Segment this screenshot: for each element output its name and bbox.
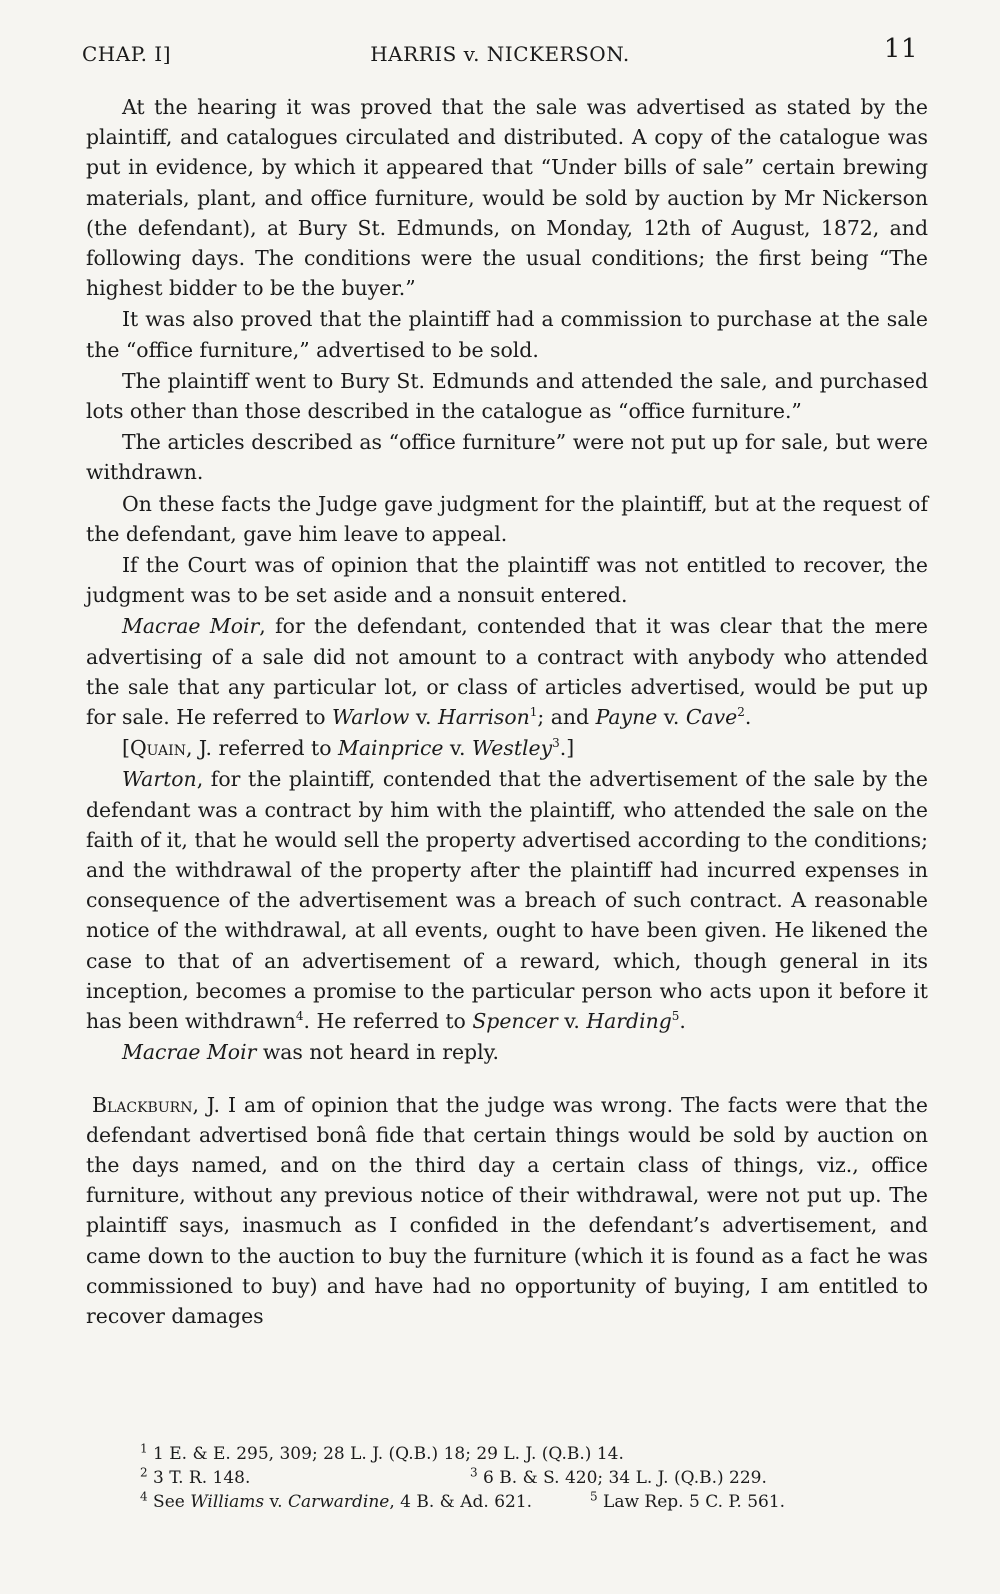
paragraph-attended-sale: The plaintiff went to Bury St. Edmunds and attended the sale, and purchased lots other than those described in the catalogue as “office furniture.”: [86, 368, 928, 424]
footnote-row: [140, 1466, 880, 1490]
footnote-ref: 3: [552, 736, 560, 751]
paragraph-quain-remark: [86, 733, 928, 763]
remark-text: , J. referred to: [185, 736, 338, 761]
case-name: Cave: [685, 705, 738, 730]
bracket: [: [122, 736, 130, 761]
counsel-name: Macrae Moir: [122, 614, 260, 639]
footnotes: [140, 1442, 880, 1514]
paragraph-plaintiff-argument: [86, 764, 928, 1036]
paragraph-opinion: [86, 1090, 928, 1332]
separator: ; and: [537, 705, 596, 730]
footnote-mark: 1: [140, 1441, 148, 1456]
footnote-ref: 2: [737, 705, 745, 720]
footnote-ref: 4: [295, 1009, 304, 1024]
case-name: Mainprice: [337, 736, 444, 761]
page-body: [86, 92, 928, 1331]
footnote-row: [140, 1490, 880, 1514]
chapter-label: CHAP. I]: [82, 42, 172, 66]
paragraph-commission: It was also proved that the plaintiff had a commission to purchase at the sale the “office furniture,” advertised to be sold.: [86, 307, 928, 362]
bracket: .]: [559, 736, 575, 761]
footnote-mark: 3: [470, 1465, 478, 1480]
case-name: Warlow: [332, 705, 410, 730]
versus: v.: [557, 1009, 587, 1034]
punctuation: .: [679, 1009, 686, 1034]
footnote-mark: 4: [140, 1489, 148, 1504]
opinion-text: , J. I am of opinion that the judge was wrong. The facts were that the defendant advertised bonâ fide that certain things would be sold by auction on the days named, and on the third day a certain class of things, viz., office furniture, without any previous notice of their withdrawal, were not put up. The plaintiff says, inasmuch as I confided in the defendant’s advertisement, and came down to the auction to buy the furniture (which it is found as a fact he was commissioned to buy) and have had no opportunity of buying, I am entitled to recover damages: [86, 1092, 928, 1328]
case-name: Harding: [586, 1009, 672, 1034]
paragraph-reply: [86, 1037, 928, 1067]
case-name: Payne: [595, 705, 658, 730]
counsel-name: Warton: [122, 767, 197, 792]
footnote-text: 3 T. R. 148.: [153, 1468, 251, 1488]
footnote-text: 6 B. & S. 420; 34 L. J. (Q.B.) 229.: [483, 1468, 767, 1488]
paragraph-defendant-argument: [86, 611, 928, 732]
footnote-text: See: [153, 1492, 191, 1512]
paragraph-judgment: On these facts the Judge gave judgment for the plaintiff, but at the request of the defendant, gave him leave to appeal.: [86, 491, 928, 546]
paragraph-withdrawn: The articles described as “office furniture” were not put up for sale, but were withdrawn.: [86, 430, 928, 485]
versus: v.: [657, 705, 686, 730]
case-name: Spencer: [472, 1009, 558, 1034]
footnote-text: Law Rep. 5 C. P. 561.: [603, 1492, 786, 1512]
argument-text: , for the defendant, contended that it was clear that the mere advertising of a sale did not amount to a contract with anybody who attended the sale that any particular lot, or class of articles advertised, would be put up for sale. He referred to: [86, 614, 928, 730]
footnote-text: 1 E. & E. 295, 309; 28 L. J. (Q.B.) 18; 29 L. J. (Q.B.) 14.: [153, 1444, 624, 1464]
judge-name: Quain: [129, 736, 186, 761]
case-name: Westley: [472, 736, 553, 761]
case-name: Harrison: [437, 705, 530, 730]
footnote-col: [470, 1466, 767, 1490]
paragraph-hearing: At the hearing it was proved that the sale was advertised as stated by the plaintiff, and catalogues circulated and distributed. A copy of the catalogue was put in evidence, by which it appeared that “Under bills of sale” certain brewing materials, plant, and office furniture, would be sold by auction by Mr Nickerson (the defendant), at Bury St. Edmunds, on Monday, 12th of August, 1872, and following days. The conditions were the usual conditions; the first being “The highest bidder to be the buyer.”: [86, 95, 928, 301]
footnote-ref: 5: [671, 1009, 680, 1024]
case-name: Williams: [190, 1492, 265, 1512]
case-name: Carwardine: [287, 1492, 390, 1512]
reply-text: was not heard in reply.: [256, 1040, 499, 1065]
versus: v.: [443, 736, 472, 761]
argument-text: . He referred to: [303, 1009, 473, 1034]
versus: v.: [409, 705, 438, 730]
footnote-mark: 5: [590, 1489, 598, 1504]
versus: v.: [264, 1492, 288, 1512]
punctuation: .: [744, 705, 752, 730]
footnote-row: [140, 1442, 880, 1466]
argument-text: , for the plaintiff, contended that the advertisement of the sale by the defendant was a contract by him with the plaintiff, who attended the sale on the faith of it, that he would sell the property advertised according to the conditions; and the withdrawal of the property after the plaintiff had incurred expenses in consequence of the advertisement was a breach of such contract. A reasonable notice of the withdrawal, at all events, ought to have been given. He likened the case to that of an advertisement of a reward, which, though general in its inception, becomes a promise to the particular person who acts upon it before it has been withdrawn: [86, 767, 928, 1034]
paragraph-nonsuit: If the Court was of opinion that the plaintiff was not entitled to recover, the judgment was to be set aside and a nonsuit entered.: [86, 553, 928, 608]
judge-name: Blackburn: [92, 1092, 193, 1117]
footnote-mark: 2: [140, 1465, 148, 1480]
footnote-text: , 4 B. & Ad. 621.: [389, 1492, 533, 1512]
page-number: 11: [883, 34, 918, 64]
footnote-ref: 1: [529, 705, 538, 720]
footnote-col: [590, 1490, 785, 1514]
running-head: [82, 34, 918, 74]
counsel-name: Macrae Moir: [122, 1040, 257, 1065]
case-title: HARRIS v. NICKERSON.: [370, 42, 630, 66]
